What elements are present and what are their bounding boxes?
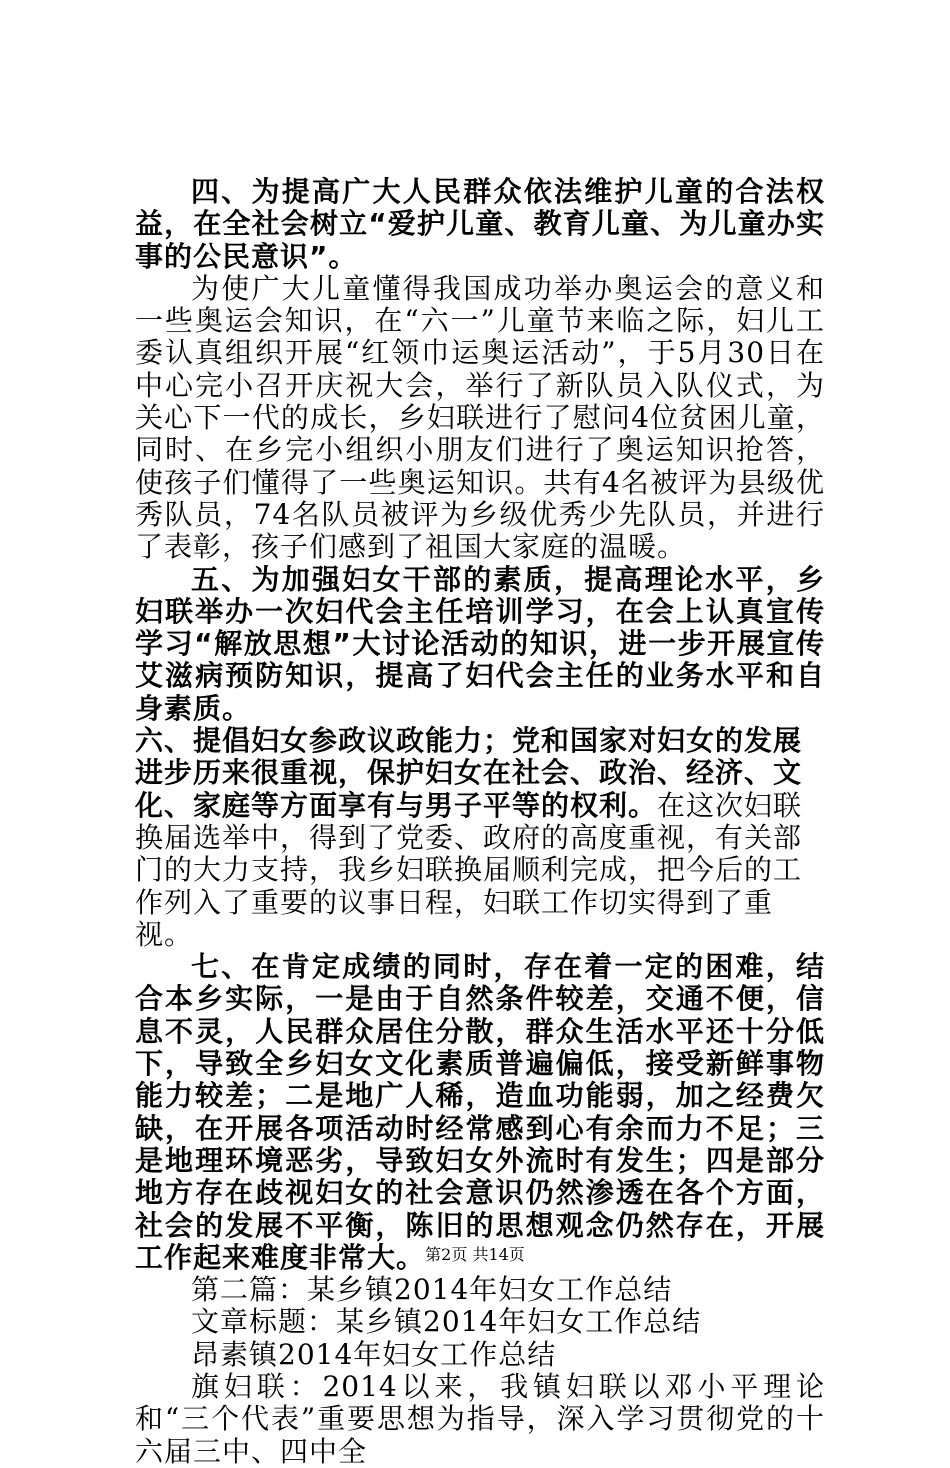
document-body (135, 176, 825, 1468)
paragraph-part-two-title: 第二篇：某乡镇2014年妇女工作总结 (191, 1273, 673, 1307)
paragraph-section-six-bold: 六、提倡妇女参政议政能力；党和国家对妇女的发展进步历来很重视，保护妇女在社会、政治、经济、文化、家庭等方面享有与男子平等的权利。 (135, 724, 803, 822)
paragraph-article-title: 文章标题：某乡镇2014年妇女工作总结 (191, 1305, 702, 1339)
paragraph-section-seven: 七、在肯定成绩的同时，存在着一定的困难，结合本乡实际，一是由于自然条件较差，交通不便，信息不灵，人民群众居住分散，群众生活水平还十分低下，导致全乡妇女文化素质普遍偏低，接受新鲜事物能力较差；二是地广人稀，造血功能弱，加之经费欠缺，在开展各项活动时经常感到心有余而力不足；三是地理环境恶劣，导致妇女外流时有发生；四是部分地方存在歧视妇女的社会意识仍然渗透在各个方面，社会的发展不平衡，陈旧的思想观念仍然存在，开展工作起来难度非常大。 (135, 950, 825, 1274)
paragraph-children-olympics: 为使广大儿童懂得我国成功举办奥运会的意义和一些奥运会知识，在“六一”儿童节来临之际，妇儿工委认真组织开展“红领巾运奥运活动”，于5月30日在中心完小召开庆祝大会，举行了新队员入队仪式，为关心下一代的成长，乡妇联进行了慰问4位贫困儿童，同时、在乡完小组织小朋友们进行了奥运知识抢答，使孩子们懂得了一些奥运知识。共有4名被评为县级优秀队员，74名队员被评为乡级优秀少先队员，并进行了表彰，孩子们感到了祖国大家庭的温暖。 (135, 271, 825, 564)
paragraph-section-five: 五、为加强妇女干部的素质，提高理论水平，乡妇联举办一次妇代会主任培训学习，在会上认真宣传学习“解放思想”大讨论活动的知识，进一步开展宣传艾滋病预防知识，提高了妇代会主任的业务水平和自身素质。 (135, 562, 825, 725)
page-number-footer: 第2页 共14页 (425, 1245, 525, 1264)
paragraph-section-four-heading: 四、为提高广大人民群众依法维护儿童的合法权益，在全社会树立“爱护儿童、教育儿童、为儿童办实事的公民意识”。 (135, 175, 825, 273)
paragraph-section-six-normal: 在这次妇联换届选举中，得到了党委、政府的高度重视，有关部门的大力支持，我乡妇联换届顺利完成，把今后的工作列入了重要的议事日程，妇联工作切实得到了重视。 (135, 788, 803, 951)
paragraph-summary-intro: 旗妇联：2014以来，我镇妇联以邓小平理论和“三个代表”重要思想为指导，深入学习贯彻党的十六届三中、四中全 (135, 1369, 825, 1468)
paragraph-town-summary-title: 昂素镇2014年妇女工作总结 (191, 1337, 557, 1371)
